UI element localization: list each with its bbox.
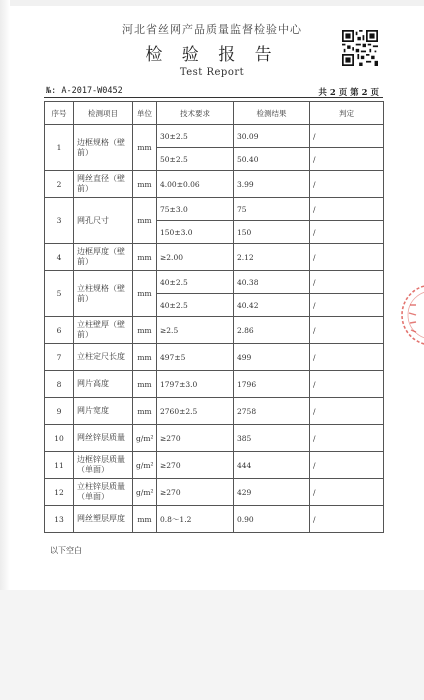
unit-cell: mm — [133, 506, 157, 533]
column-header: 判定 — [310, 102, 384, 125]
table-row — [45, 398, 384, 425]
requirement-cell: 75±3.0 — [157, 198, 234, 221]
requirement-cell: ≥270 — [157, 452, 234, 479]
judgement-cell: / — [310, 271, 384, 294]
test-item: 网丝锌层质量 — [74, 425, 133, 452]
table-row — [45, 125, 384, 148]
judgement-cell: / — [310, 479, 384, 506]
requirement-cell: ≥270 — [157, 479, 234, 506]
requirement-cell: 1797±3.0 — [157, 371, 234, 398]
unit-cell: mm — [133, 317, 157, 344]
scan-left-edge — [0, 0, 10, 590]
judgement-cell: / — [310, 398, 384, 425]
table-row — [45, 371, 384, 398]
judgement-cell: / — [310, 148, 384, 171]
result-cell: 2.12 — [234, 244, 310, 271]
unit-cell: g/m² — [133, 479, 157, 506]
row-number: 3 — [45, 198, 74, 244]
requirement-cell: 40±2.5 — [157, 271, 234, 294]
column-header: 技术要求 — [157, 102, 234, 125]
result-cell: 40.42 — [234, 294, 310, 317]
judgement-cell: / — [310, 344, 384, 371]
unit-cell: g/m² — [133, 425, 157, 452]
row-number: 7 — [45, 344, 74, 371]
result-cell: 499 — [234, 344, 310, 371]
column-header: 单位 — [133, 102, 157, 125]
result-cell: 30.09 — [234, 125, 310, 148]
requirement-cell: 497±5 — [157, 344, 234, 371]
result-cell: 50.40 — [234, 148, 310, 171]
result-cell: 2758 — [234, 398, 310, 425]
table-row — [45, 198, 384, 221]
judgement-cell: / — [310, 317, 384, 344]
result-cell: 429 — [234, 479, 310, 506]
unit-cell: mm — [133, 198, 157, 244]
page-indicator: 共 2 页 第 2 页 — [318, 88, 379, 98]
requirement-cell: 4.00±0.06 — [157, 171, 234, 198]
test-item: 边框厚度（壁前） — [74, 244, 133, 271]
requirement-cell: 30±2.5 — [157, 125, 234, 148]
column-header: 序号 — [45, 102, 74, 125]
column-header: 检测结果 — [234, 102, 310, 125]
requirement-cell: 150±3.0 — [157, 221, 234, 244]
test-item: 边框锌层质量（单面） — [74, 452, 133, 479]
judgement-cell: / — [310, 171, 384, 198]
requirement-cell: 50±2.5 — [157, 148, 234, 171]
test-item: 立柱定尺长度 — [74, 344, 133, 371]
requirement-cell: ≥2.00 — [157, 244, 234, 271]
table-header-row — [45, 102, 384, 125]
test-item: 立柱壁厚（壁前） — [74, 317, 133, 344]
judgement-cell: / — [310, 125, 384, 148]
judgement-cell: / — [310, 244, 384, 271]
column-header: 检测项目 — [74, 102, 133, 125]
test-item: 网片高度 — [74, 371, 133, 398]
table-row — [45, 506, 384, 533]
qr-code-icon — [342, 30, 378, 66]
unit-cell: mm — [133, 244, 157, 271]
row-number: 9 — [45, 398, 74, 425]
unit-cell: g/m² — [133, 452, 157, 479]
test-item: 网片宽度 — [74, 398, 133, 425]
table-row — [45, 479, 384, 506]
table-row — [45, 452, 384, 479]
report-subtitle: Test Report — [179, 67, 245, 78]
test-item: 立柱规格（壁前） — [74, 271, 133, 317]
judgement-cell: / — [310, 506, 384, 533]
test-item: 边框规格（壁前） — [74, 125, 133, 171]
row-number: 5 — [45, 271, 74, 317]
test-item: 网丝塑层厚度 — [74, 506, 133, 533]
table-row — [45, 344, 384, 371]
header-rule — [44, 97, 383, 98]
table-row — [45, 425, 384, 452]
judgement-cell: / — [310, 371, 384, 398]
requirement-cell: ≥2.5 — [157, 317, 234, 344]
unit-cell: mm — [133, 171, 157, 198]
scan-top-band — [0, 0, 424, 6]
row-number: 13 — [45, 506, 74, 533]
table-row — [45, 317, 384, 344]
row-number: 12 — [45, 479, 74, 506]
result-cell: 0.90 — [234, 506, 310, 533]
row-number: 10 — [45, 425, 74, 452]
scan-bottom-margin — [0, 590, 424, 700]
report-number: №: A-2017-W0452 — [46, 86, 123, 96]
requirement-cell: 2760±2.5 — [157, 398, 234, 425]
result-cell: 1796 — [234, 371, 310, 398]
result-cell: 3.99 — [234, 171, 310, 198]
requirement-cell: 40±2.5 — [157, 294, 234, 317]
result-cell: 2.86 — [234, 317, 310, 344]
result-cell: 75 — [234, 198, 310, 221]
test-item: 网丝直径（壁前） — [74, 171, 133, 198]
end-of-data-note: 以下空白 — [50, 546, 82, 555]
unit-cell: mm — [133, 344, 157, 371]
judgement-cell: / — [310, 294, 384, 317]
table-row — [45, 244, 384, 271]
judgement-cell: / — [310, 198, 384, 221]
table-row — [45, 171, 384, 198]
requirement-cell: ≥270 — [157, 425, 234, 452]
report-title: 检 验 报 告 — [145, 45, 279, 65]
unit-cell: mm — [133, 371, 157, 398]
unit-cell: mm — [133, 271, 157, 317]
unit-cell: mm — [133, 125, 157, 171]
row-number: 1 — [45, 125, 74, 171]
result-cell: 385 — [234, 425, 310, 452]
organization-name: 河北省丝网产品质量监督检验中心 — [122, 23, 302, 36]
result-cell: 40.38 — [234, 271, 310, 294]
result-cell: 444 — [234, 452, 310, 479]
result-cell: 150 — [234, 221, 310, 244]
row-number: 4 — [45, 244, 74, 271]
row-number: 8 — [45, 371, 74, 398]
table-row — [45, 271, 384, 294]
row-number: 6 — [45, 317, 74, 344]
official-seal-stamp — [398, 275, 424, 355]
test-item: 网孔尺寸 — [74, 198, 133, 244]
row-number: 11 — [45, 452, 74, 479]
requirement-cell: 0.8～1.2 — [157, 506, 234, 533]
judgement-cell: / — [310, 221, 384, 244]
unit-cell: mm — [133, 398, 157, 425]
judgement-cell: / — [310, 425, 384, 452]
row-number: 2 — [45, 171, 74, 198]
test-item: 立柱锌层质量（单面） — [74, 479, 133, 506]
judgement-cell: / — [310, 452, 384, 479]
results-table — [44, 101, 384, 533]
